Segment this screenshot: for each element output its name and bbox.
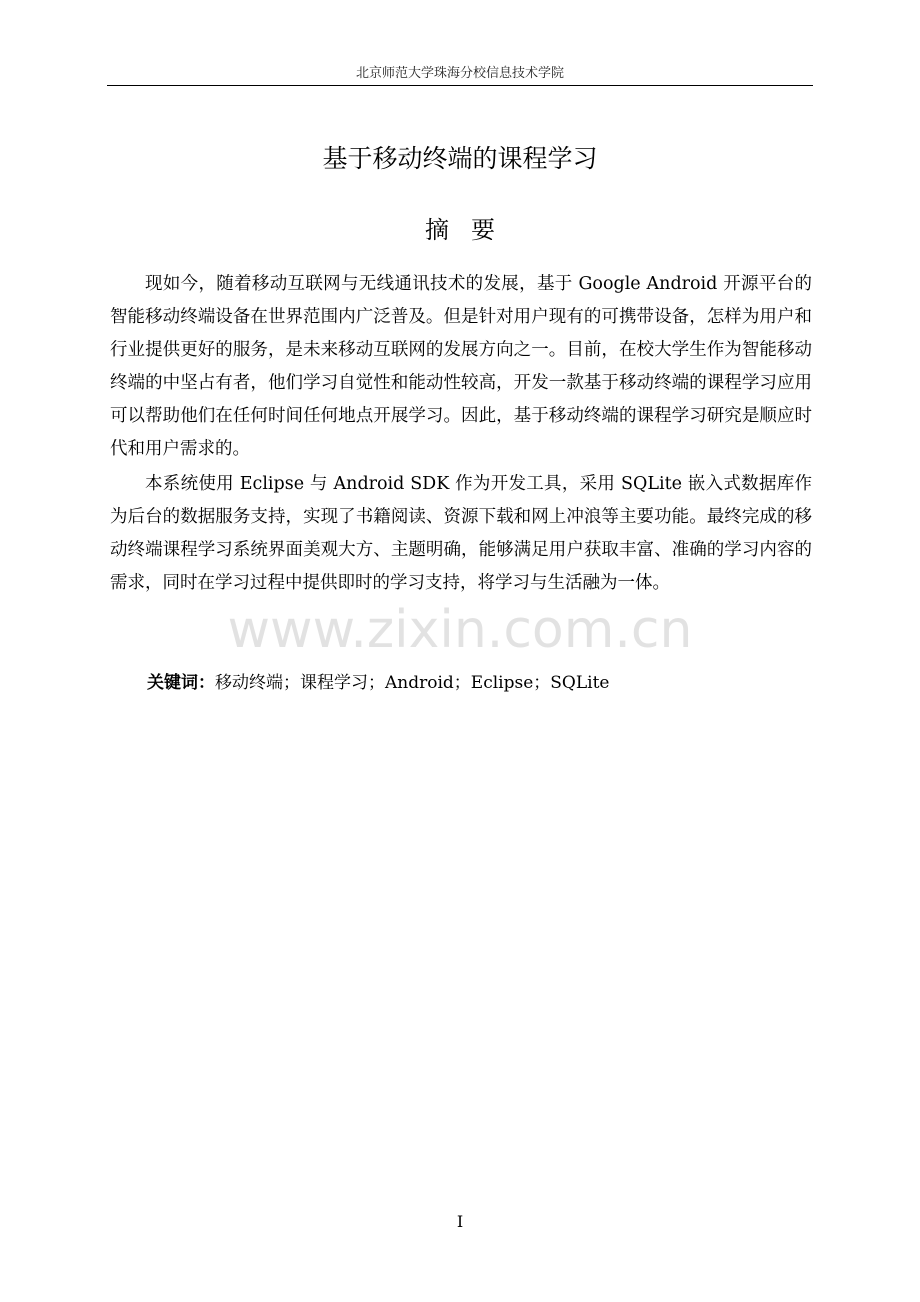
watermark: www.zixin.com.cn	[227, 600, 693, 660]
abstract-body	[110, 268, 812, 602]
page-header: 北京师范大学珠海分校信息技术学院	[355, 66, 564, 81]
keywords-label: 关键词：	[147, 673, 215, 693]
keywords-list: 移动终端；课程学习；Android；Eclipse；SQLite	[215, 673, 610, 693]
header-divider	[107, 85, 813, 86]
keywords-line	[147, 668, 609, 698]
page-number: I	[456, 1212, 464, 1231]
abstract-paragraph-2: 本系统使用 Eclipse 与 Android SDK 作为开发工具，采用 SQLite 嵌入式数据库作为后台的数据服务支持，实现了书籍阅读、资源下载和网上冲浪等主要功能。最终完成的移动终端课程学习系统界面美观大方、主题明确，能够满足用户获取丰富、准确的学习内容的需求，同时在学习过程中提供即时的学习支持，将学习与生活融为一体。	[110, 474, 812, 593]
document-title: 基于移动终端的课程学习	[322, 144, 598, 173]
abstract-heading: 摘要	[425, 216, 517, 244]
abstract-paragraph-1: 现如今，随着移动互联网与无线通讯技术的发展，基于 Google Android 开源平台的智能移动终端设备在世界范围内广泛普及。但是针对用户现有的可携带设备，怎样为用户和行业提供更好的服务，是未来移动互联网的发展方向之一。目前，在校大学生作为智能移动终端的中坚占有者，他们学习自觉性和能动性较高，开发一款基于移动终端的课程学习应用可以帮助他们在任何时间任何地点开展学习。因此，基于移动终端的课程学习研究是顺应时代和用户需求的。	[110, 274, 812, 459]
